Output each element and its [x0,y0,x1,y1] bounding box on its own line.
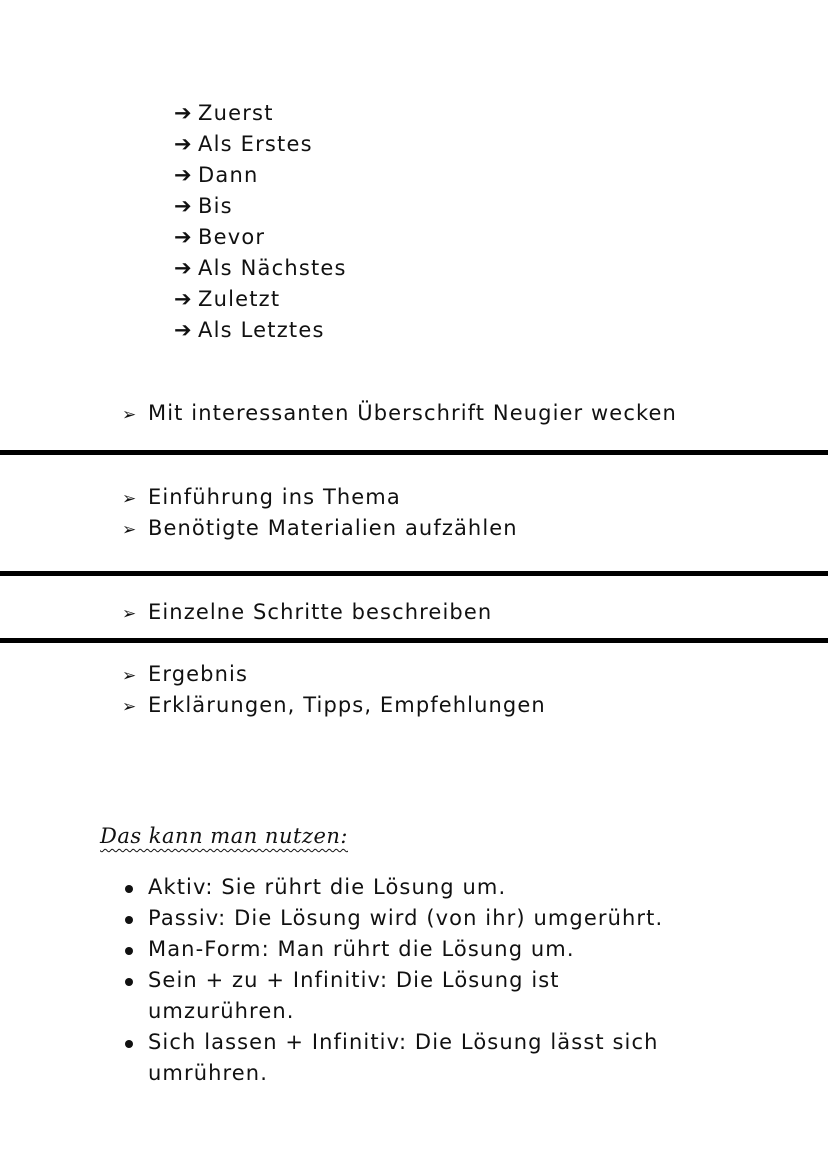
arrow-right-icon: ➔ [174,318,192,342]
arrow-right-icon: ➔ [174,225,192,249]
bullet-dot-icon [125,916,133,924]
arrow-right-icon: ➔ [174,101,192,125]
list-item: ➢ Mit interessanten Überschrift Neugier wecken [122,398,677,429]
section-divider [0,571,828,576]
list-item: ➢ Erklärungen, Tipps, Empfehlungen [122,690,546,721]
list-item: ➢ Einführung ins Thema [122,482,518,513]
list-item: ➔ Als Letztes [174,315,347,346]
list-item: Aktiv: Sie rührt die Lösung um. [122,872,762,903]
chevron-bullet-icon: ➢ [122,697,137,717]
arrow-right-icon: ➔ [174,256,192,280]
list-item: Sein + zu + Infinitiv: Die Lösung ist umzurühren. [122,965,618,1027]
arrow-right-icon: ➔ [174,287,192,311]
list-item: Sich lassen + Infinitiv: Die Lösung lässt sich umrühren. [122,1027,728,1089]
list-item: ➔ Als Nächstes [174,253,347,284]
list-item: ➢ Einzelne Schritte beschreiben [122,597,492,628]
headline-section [122,398,677,429]
tools-heading: Das kann man nutzen: [100,824,348,848]
bullet-dot-icon [125,885,133,893]
list-item: ➔ Bevor [174,222,347,253]
bullet-dot-icon [125,947,133,955]
list-item: ➔ Als Erstes [174,129,347,160]
list-item: ➢ Benötigte Materialien aufzählen [122,513,518,544]
arrow-right-icon: ➔ [174,194,192,218]
chevron-bullet-icon: ➢ [122,489,137,509]
list-item: ➔ Zuletzt [174,284,347,315]
grammar-forms-list [122,872,762,1089]
chevron-bullet-icon: ➢ [122,405,137,425]
list-item: Man-Form: Man rührt die Lösung um. [122,934,762,965]
list-item: ➔ Dann [174,160,347,191]
bullet-dot-icon [125,1040,133,1048]
list-item: ➔ Zuerst [174,98,347,129]
list-item: ➢ Ergebnis [122,659,546,690]
bullet-dot-icon [125,978,133,986]
introduction-section [122,482,518,544]
chevron-bullet-icon: ➢ [122,666,137,686]
list-item: Passiv: Die Lösung wird (von ihr) umgerührt. [122,903,762,934]
section-divider [0,450,828,455]
arrow-right-icon: ➔ [174,163,192,187]
main-part-section [122,597,492,628]
chevron-bullet-icon: ➢ [122,604,137,624]
transition-words-list [174,98,347,346]
list-item: ➔ Bis [174,191,347,222]
conclusion-section [122,659,546,721]
arrow-right-icon: ➔ [174,132,192,156]
section-divider [0,638,828,643]
chevron-bullet-icon: ➢ [122,520,137,540]
